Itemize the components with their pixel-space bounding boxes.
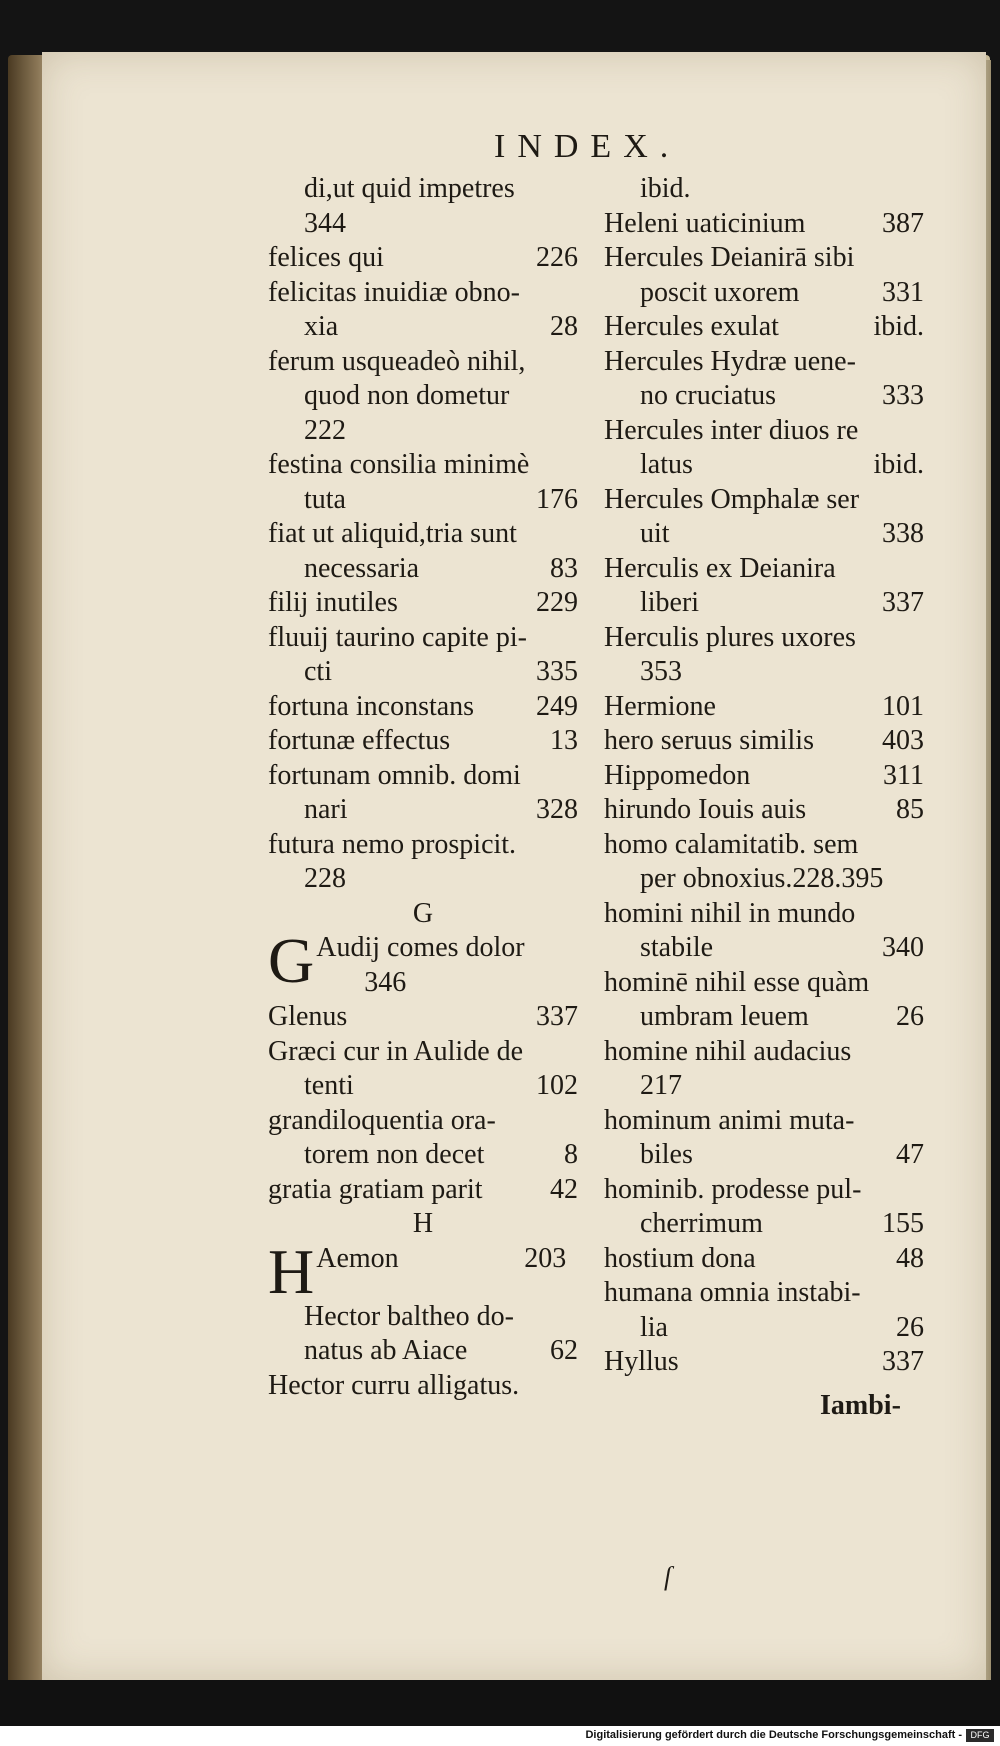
entry-term: futura nemo prospicit. — [268, 828, 517, 860]
entry-term: Audij comes dolor — [316, 932, 525, 963]
entry-page-number: 28 — [550, 311, 578, 342]
entry-term: xia — [304, 311, 339, 342]
entry-term: hostium dona — [604, 1242, 756, 1274]
entry-term: fiat ut aliquid,tria sunt — [268, 518, 517, 549]
entry-term: humana omnia instabi- — [604, 1277, 861, 1308]
entry-term: per obnoxius.228.395 — [640, 863, 884, 894]
entry-term: Herculis plures uxores — [604, 621, 856, 653]
index-entry — [268, 483, 578, 518]
entry-term: ferum usqueadeò nihil, — [268, 345, 526, 377]
section-heading-g: G — [412, 897, 434, 929]
index-entry — [268, 862, 578, 897]
index-entry — [268, 793, 578, 828]
entry-term: Hercules Hydræ uene- — [604, 345, 856, 377]
entry-term: nari — [304, 794, 348, 825]
entry-page-number: 26 — [896, 1311, 924, 1343]
entry-term: 222 — [304, 414, 346, 446]
index-entry — [604, 1173, 924, 1208]
entry-page-number: 337 — [536, 1001, 578, 1032]
scan-bottom-border — [0, 1680, 1000, 1730]
index-entry — [268, 345, 578, 380]
entry-term: no cruciatus — [640, 380, 777, 411]
entry-term: fortunæ effectus — [268, 725, 451, 756]
index-entry — [604, 724, 924, 759]
index-entry — [268, 828, 578, 863]
index-entry — [268, 655, 578, 690]
index-entry — [604, 1069, 924, 1104]
index-entry — [268, 724, 578, 759]
index-entry — [604, 1104, 924, 1139]
digitization-credit: Digitalisierung gefördert durch die Deutsche Forschungsgemeinschaft - — [585, 1729, 962, 1741]
index-entry — [268, 1000, 578, 1035]
entry-term: torem non decet — [304, 1139, 485, 1170]
entry-term: homo calamitatib. sem — [604, 828, 859, 860]
entry-term: quod non dometur — [304, 380, 510, 411]
index-entry — [604, 793, 924, 828]
entry-page-number: 335 — [536, 656, 578, 687]
entry-term: tenti — [304, 1070, 354, 1101]
entry-term: Hippomedon — [604, 759, 751, 791]
entry-term: Græci cur in Aulide de — [268, 1035, 524, 1067]
entry-term: Hector curru alligatus. — [268, 1369, 520, 1401]
entry-term: homine nihil audacius — [604, 1035, 852, 1067]
entry-term: Herculis ex Deianira — [604, 552, 836, 584]
entry-term: liberi — [640, 587, 700, 618]
entry-term: hominib. prodesse pul- — [604, 1173, 862, 1205]
entry-term: Hector baltheo do- — [304, 1300, 514, 1332]
entry-term: felicitas inuidiæ obno- — [268, 276, 520, 308]
section-first-entry-h — [268, 1235, 578, 1307]
entry-term: lia — [640, 1311, 668, 1343]
index-entry — [604, 414, 924, 449]
dfg-logo: DFG — [966, 1729, 994, 1742]
catchword: Iambi- — [820, 1390, 901, 1421]
entry-page-number: 249 — [536, 690, 578, 722]
index-entry — [268, 1369, 578, 1404]
entry-page-number: 102 — [536, 1070, 578, 1101]
entry-term: Aemon — [316, 1242, 399, 1274]
index-entry — [604, 931, 924, 966]
index-entry — [268, 759, 578, 794]
entry-term: fluuij taurino capite pi- — [268, 621, 527, 653]
index-entry — [604, 483, 924, 518]
section-first-entry-g — [268, 925, 578, 1000]
entry-page-number: 328 — [536, 794, 578, 825]
entry-page-number: 26 — [896, 1001, 924, 1032]
index-entry — [268, 310, 578, 345]
entry-term: Hercules exulat — [604, 311, 779, 342]
entry-page-number: 346 — [364, 966, 407, 998]
index-entry — [604, 690, 924, 725]
entry-term: Hermione — [604, 690, 716, 722]
index-entry — [604, 1035, 924, 1070]
entry-term: cti — [304, 656, 332, 687]
entry-page-number: ibid. — [873, 311, 924, 342]
index-entry — [604, 897, 924, 932]
entry-term: 217 — [640, 1070, 682, 1101]
index-entry — [604, 345, 924, 380]
index-entry — [268, 517, 578, 552]
index-entry — [604, 1311, 924, 1346]
entry-term: biles — [640, 1139, 693, 1170]
entry-term: uit — [640, 518, 670, 549]
index-entry — [268, 1104, 578, 1139]
entry-term: umbram leuem — [640, 1001, 809, 1032]
index-entry — [268, 414, 578, 449]
entry-term: natus ab Aiace — [304, 1335, 468, 1366]
drop-initial-h: H — [268, 1235, 315, 1307]
entry-term: stabile — [640, 932, 714, 963]
entry-term: cherrimum — [640, 1208, 763, 1239]
index-entry — [604, 241, 924, 276]
entry-page-number: 62 — [550, 1335, 578, 1366]
index-entry — [604, 1138, 924, 1173]
entry-term: hirundo Iouis auis — [604, 794, 807, 825]
entry-page-number: 331 — [882, 276, 924, 308]
signature-mark: ſ — [664, 1562, 672, 1591]
index-entry — [268, 379, 578, 414]
entry-page-number: 85 — [896, 794, 924, 825]
index-entry — [604, 310, 924, 345]
index-entry — [268, 552, 578, 587]
entry-term: Hercules inter diuos re — [604, 414, 859, 446]
index-entry — [604, 655, 924, 690]
drop-initial-g: G — [268, 925, 315, 996]
entry-term: felices qui — [268, 242, 384, 273]
index-entry — [268, 1300, 578, 1335]
index-entry — [268, 1334, 578, 1369]
index-entry — [604, 828, 924, 863]
index-entry — [604, 517, 924, 552]
index-entry — [268, 1035, 578, 1070]
entry-term: necessaria — [304, 552, 420, 584]
index-entry — [268, 241, 578, 276]
index-entry — [604, 448, 924, 483]
entry-term: Glenus — [268, 1001, 348, 1032]
entry-term: Hyllus — [604, 1346, 679, 1377]
entry-page-number: 333 — [882, 380, 924, 411]
entry-term: grandiloquentia ora- — [268, 1104, 496, 1136]
index-entry — [604, 1276, 924, 1311]
entry-term: Heleni uaticinium — [604, 207, 806, 239]
entry-term: ibid. — [640, 173, 691, 204]
entry-term: Hercules Omphalæ ser — [604, 483, 860, 515]
entry-term: homini nihil in mundo — [604, 897, 856, 929]
index-entry — [268, 1138, 578, 1173]
index-entry — [604, 966, 924, 1001]
entry-page-number: 176 — [536, 483, 578, 515]
entry-page-number: 48 — [896, 1242, 924, 1274]
index-entry — [604, 276, 924, 311]
index-entry — [268, 1173, 578, 1208]
entry-term: 353 — [640, 656, 682, 687]
entry-page-number: 42 — [550, 1173, 578, 1205]
entry-term: hero seruus similis — [604, 725, 814, 756]
entry-term: 344 — [304, 207, 346, 239]
index-entry — [268, 586, 578, 621]
index-entry — [604, 621, 924, 656]
index-entry — [268, 448, 578, 483]
entry-page-number: 337 — [882, 587, 924, 618]
entry-page-number: 155 — [882, 1208, 924, 1239]
index-entry — [604, 862, 924, 897]
entry-page-number: 13 — [550, 725, 578, 756]
entry-page-number: 403 — [882, 725, 924, 756]
entry-page-number: 101 — [882, 690, 924, 722]
index-entry — [268, 621, 578, 656]
index-entry — [268, 690, 578, 725]
entry-term: poscit uxorem — [640, 276, 800, 308]
index-entry — [268, 276, 578, 311]
index-entry — [604, 379, 924, 414]
left-index-column — [268, 172, 578, 1403]
index-entry — [268, 1069, 578, 1104]
entry-term: fortuna inconstans — [268, 690, 475, 722]
entry-term: gratia gratiam parit — [268, 1173, 483, 1205]
index-entry — [604, 1242, 924, 1277]
entry-page-number: 387 — [882, 207, 924, 239]
entry-page-number: ibid. — [873, 449, 924, 480]
entry-page-number: 229 — [536, 587, 578, 618]
entry-term: hominum animi muta- — [604, 1104, 855, 1136]
index-entry — [604, 759, 924, 794]
right-index-column — [604, 172, 924, 1380]
entry-term: fortunam omnib. domi — [268, 759, 521, 791]
entry-term: filij inutiles — [268, 587, 398, 618]
index-entry — [604, 1000, 924, 1035]
index-entry — [604, 552, 924, 587]
entry-page-number: 226 — [536, 242, 578, 273]
index-entry — [604, 172, 924, 207]
entry-term: hominē nihil esse quàm — [604, 966, 870, 998]
section-heading-h: H — [412, 1208, 434, 1239]
entry-page-number: 340 — [882, 932, 924, 963]
entry-term: festina consilia minimè — [268, 449, 530, 480]
entry-term: Hercules Deianirā sibi — [604, 242, 855, 273]
entry-page-number: 47 — [896, 1139, 924, 1170]
entry-page-number: 8 — [564, 1139, 578, 1170]
entry-page-number: 83 — [550, 552, 578, 584]
entry-page-number: 338 — [882, 518, 924, 549]
entry-page-number: 311 — [883, 759, 924, 791]
index-entry — [604, 586, 924, 621]
entry-page-number: 203 — [524, 1242, 567, 1274]
index-entry — [604, 1207, 924, 1242]
entry-term: tuta — [304, 483, 346, 515]
entry-term: 228 — [304, 863, 346, 894]
index-entry — [604, 1345, 924, 1380]
index-entry — [268, 207, 578, 242]
index-entry — [268, 172, 578, 207]
entry-page-number: 337 — [882, 1346, 924, 1377]
index-entry — [604, 207, 924, 242]
running-header: INDEX. — [494, 128, 681, 165]
entry-term: latus — [640, 449, 693, 480]
entry-term: di,ut quid impetres — [304, 173, 515, 204]
